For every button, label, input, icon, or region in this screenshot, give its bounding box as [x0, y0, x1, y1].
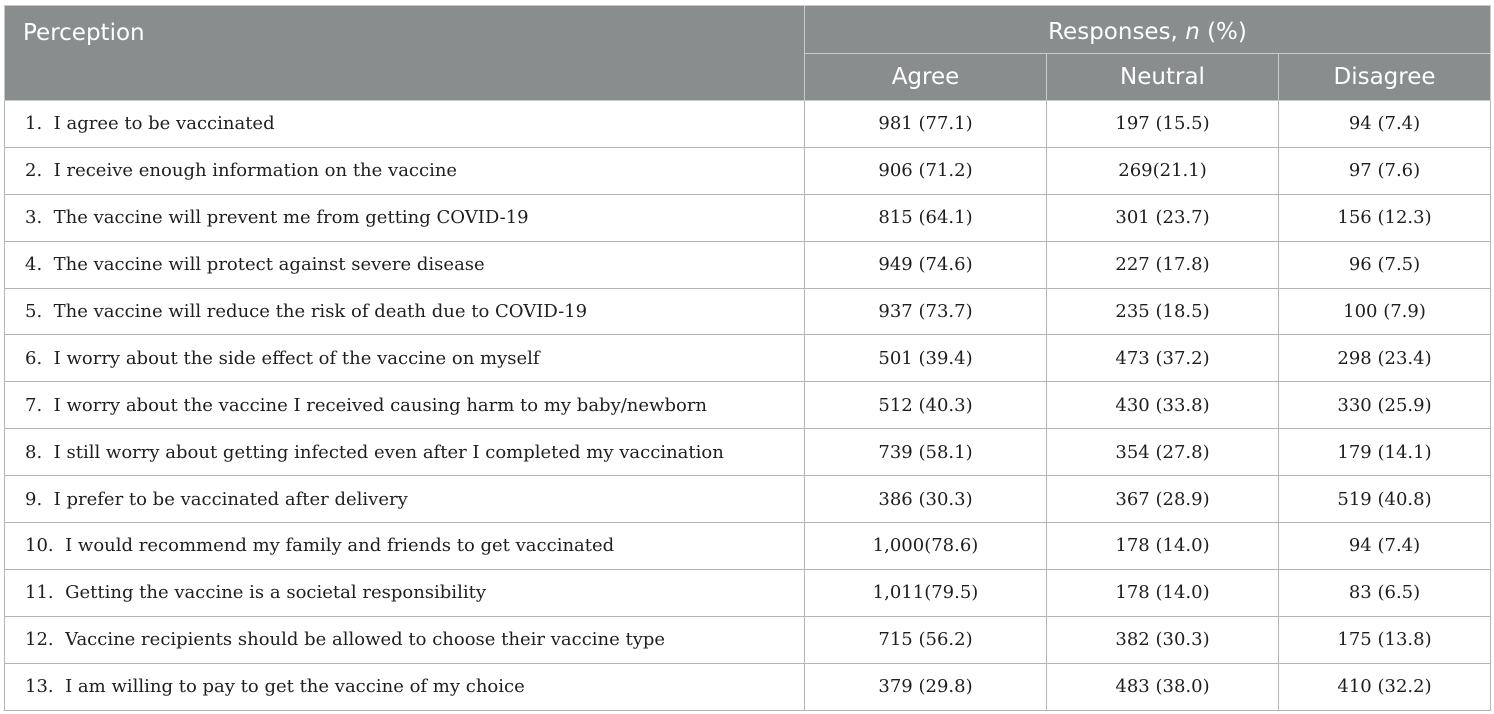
table-row	[5, 663, 1491, 710]
agree-cell: 1,011(79.5)	[805, 569, 1047, 616]
perception-statement	[5, 101, 805, 148]
disagree-cell: 298 (23.4)	[1279, 335, 1491, 382]
statement-number: 9.	[25, 488, 43, 510]
neutral-cell: 354 (27.8)	[1047, 429, 1279, 476]
neutral-cell: 483 (38.0)	[1047, 663, 1279, 710]
statement-text: The vaccine will reduce the risk of death due to COVID-19	[53, 301, 588, 322]
table-row	[5, 288, 1491, 335]
statement-number: 5.	[25, 301, 43, 322]
disagree-cell: 83 (6.5)	[1279, 569, 1491, 616]
statement-number: 11.	[25, 582, 54, 604]
neutral-cell: 235 (18.5)	[1047, 288, 1279, 335]
perception-statement	[5, 241, 805, 288]
table-row	[5, 335, 1491, 382]
statement-text: I still worry about getting infected even after I completed my vaccination	[53, 441, 724, 463]
neutral-cell: 430 (33.8)	[1047, 382, 1279, 429]
statement-text: I receive enough information on the vaccine	[53, 160, 458, 182]
table-row	[5, 194, 1491, 241]
responses-header: Responses, n (%)	[805, 6, 1491, 54]
statement-text: Vaccine recipients should be allowed to choose their vaccine type	[65, 629, 666, 651]
table-row	[5, 101, 1491, 148]
statement-text: The vaccine will prevent me from getting COVID-19	[53, 207, 529, 229]
neutral-cell: 367 (28.9)	[1047, 476, 1279, 523]
statement-number: 6.	[25, 347, 43, 369]
perception-statement	[5, 147, 805, 194]
agree-cell: 1,000(78.6)	[805, 523, 1047, 570]
perception-header: Perception	[5, 6, 805, 101]
perception-statement	[5, 616, 805, 663]
disagree-cell: 175 (13.8)	[1279, 616, 1491, 663]
neutral-cell: 178 (14.0)	[1047, 569, 1279, 616]
disagree-cell: 94 (7.4)	[1279, 101, 1491, 148]
statement-text: I prefer to be vaccinated after delivery	[53, 488, 408, 510]
perception-statement	[5, 569, 805, 616]
disagree-cell: 100 (7.9)	[1279, 288, 1491, 335]
table-row	[5, 616, 1491, 663]
agree-cell: 906 (71.2)	[805, 147, 1047, 194]
perception-statement	[5, 429, 805, 476]
statement-text: I worry about the vaccine I received causing harm to my baby/newborn	[53, 394, 708, 416]
agree-header: Agree	[805, 54, 1047, 101]
statement-text: I am willing to pay to get the vaccine of my choice	[65, 676, 525, 698]
table-row	[5, 569, 1491, 616]
perception-statement	[5, 523, 805, 570]
disagree-cell: 179 (14.1)	[1279, 429, 1491, 476]
statement-text: I agree to be vaccinated	[53, 113, 275, 135]
disagree-cell: 330 (25.9)	[1279, 382, 1491, 429]
statement-number: 4.	[25, 254, 43, 276]
statement-number: 2.	[25, 160, 43, 182]
disagree-cell: 519 (40.8)	[1279, 476, 1491, 523]
table-row	[5, 523, 1491, 570]
perception-statement	[5, 382, 805, 429]
perception-statement	[5, 288, 805, 335]
disagree-cell: 97 (7.6)	[1279, 147, 1491, 194]
table-row	[5, 147, 1491, 194]
perception-statement	[5, 663, 805, 710]
agree-cell: 815 (64.1)	[805, 194, 1047, 241]
disagree-cell: 410 (32.2)	[1279, 663, 1491, 710]
agree-cell: 739 (58.1)	[805, 429, 1047, 476]
perception-statement	[5, 194, 805, 241]
statement-text: I would recommend my family and friends to get vaccinated	[65, 535, 615, 557]
agree-cell: 949 (74.6)	[805, 241, 1047, 288]
disagree-header: Disagree	[1279, 54, 1491, 101]
neutral-cell: 473 (37.2)	[1047, 335, 1279, 382]
statement-text: I worry about the side effect of the vaccine on myself	[53, 347, 540, 369]
statement-number: 13.	[25, 676, 54, 698]
disagree-cell: 94 (7.4)	[1279, 523, 1491, 570]
disagree-cell: 96 (7.5)	[1279, 241, 1491, 288]
table-row	[5, 476, 1491, 523]
table-row	[5, 241, 1491, 288]
statement-text: The vaccine will protect against severe disease	[53, 254, 485, 276]
statement-number: 12.	[25, 629, 54, 651]
neutral-cell: 269(21.1)	[1047, 147, 1279, 194]
neutral-cell: 382 (30.3)	[1047, 616, 1279, 663]
agree-cell: 379 (29.8)	[805, 663, 1047, 710]
statement-number: 7.	[25, 394, 43, 416]
agree-cell: 386 (30.3)	[805, 476, 1047, 523]
perception-table	[4, 5, 1491, 711]
neutral-cell: 227 (17.8)	[1047, 241, 1279, 288]
neutral-cell: 197 (15.5)	[1047, 101, 1279, 148]
agree-cell: 501 (39.4)	[805, 335, 1047, 382]
neutral-header: Neutral	[1047, 54, 1279, 101]
agree-cell: 937 (73.7)	[805, 288, 1047, 335]
statement-number: 1.	[25, 113, 43, 135]
table-row	[5, 429, 1491, 476]
statement-text: Getting the vaccine is a societal responsibility	[65, 582, 486, 604]
agree-cell: 715 (56.2)	[805, 616, 1047, 663]
perception-statement	[5, 476, 805, 523]
neutral-cell: 301 (23.7)	[1047, 194, 1279, 241]
agree-cell: 512 (40.3)	[805, 382, 1047, 429]
statement-number: 10.	[25, 535, 54, 557]
table-row	[5, 382, 1491, 429]
perception-statement	[5, 335, 805, 382]
agree-cell: 981 (77.1)	[805, 101, 1047, 148]
neutral-cell: 178 (14.0)	[1047, 523, 1279, 570]
statement-number: 8.	[25, 441, 43, 463]
statement-number: 3.	[25, 207, 43, 229]
disagree-cell: 156 (12.3)	[1279, 194, 1491, 241]
